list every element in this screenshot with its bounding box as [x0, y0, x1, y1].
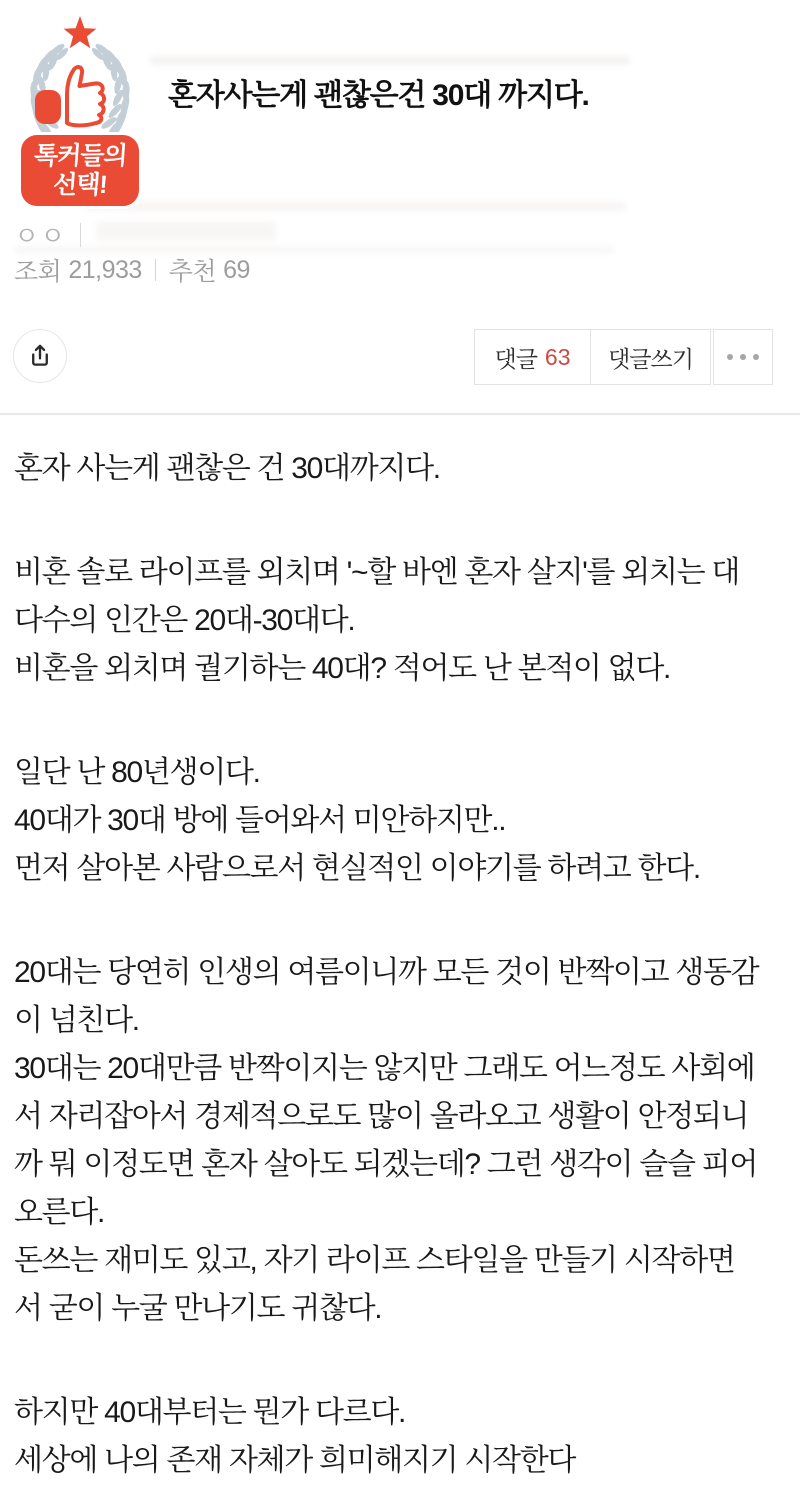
award-wreath-thumb-icon — [15, 10, 145, 140]
body-text-line — [14, 1333, 794, 1389]
redacted-date — [96, 221, 276, 241]
body-text-line — [14, 693, 794, 749]
write-comment-button[interactable] — [590, 329, 711, 385]
ellipsis-icon — [727, 354, 759, 360]
content-divider — [0, 413, 800, 415]
views-label: 조회 — [14, 258, 62, 286]
body-text-line — [14, 893, 794, 949]
body-text-line: 일단 난 80년생이다. — [14, 756, 260, 789]
views-count: 21,933 — [68, 255, 142, 284]
body-text-line: 세상에 나의 존재 자체가 희미해지기 시작한다 — [14, 1444, 576, 1477]
body-text-line: 비혼 솔로 라이프를 외치며 '~할 바엔 혼자 살지'를 외치는 대 — [14, 556, 740, 589]
redacted-category — [150, 56, 630, 65]
body-text-line: 20대는 당연히 인생의 여름이니까 모든 것이 반짝이고 생동감 — [14, 956, 759, 989]
share-icon — [26, 342, 54, 370]
tokkers-choice-badge — [15, 10, 145, 208]
body-text-line: 이 넘친다. — [14, 1004, 139, 1037]
stats-separator — [155, 259, 156, 281]
likes-label: 추천 — [168, 258, 217, 286]
star-icon — [64, 16, 97, 48]
write-comment-label: 댓글쓰기 — [608, 345, 693, 372]
comments-button[interactable] — [474, 329, 591, 385]
body-text-line: 다수의 인간은 20대-30대다. — [14, 604, 355, 637]
comment-button-group — [474, 329, 773, 385]
comments-label: 댓글 — [494, 345, 537, 372]
author-separator — [80, 223, 81, 247]
comments-count: 63 — [544, 343, 571, 370]
ribbon-text-line2: 선택! — [52, 170, 108, 199]
stats-row — [14, 252, 250, 288]
likes-count: 69 — [223, 255, 250, 284]
body-text-line: 오른다. — [14, 1196, 105, 1229]
author-name[interactable]: ㅇㅇ — [14, 221, 67, 251]
tokkers-choice-ribbon — [21, 135, 139, 206]
body-text-line: 비혼을 외치며 궐기하는 40대? 적어도 난 본적이 없다. — [14, 652, 671, 685]
body-text-line — [14, 493, 794, 549]
body-text-line: 먼저 살아본 사람으로서 현실적인 이야기를 하려고 한다. — [14, 852, 700, 885]
body-text-line: 서 자리잡아서 경제적으로도 많이 올라오고 생활이 안정되니 — [14, 1100, 749, 1133]
body-text-line: 40대가 30대 방에 들어와서 미안하지만.. — [14, 804, 506, 837]
body-text-line: 하지만 40대부터는 뭔가 다르다. — [14, 1396, 406, 1429]
body-text-line: 30대는 20대만큼 반짝이지는 않지만 그래도 어느정도 사회에 — [14, 1052, 755, 1085]
page-title: 혼자사는게 괜찮은건 30대 까지다. — [168, 79, 589, 112]
redacted-meta — [86, 202, 626, 211]
body-text-line: 돈쓰는 재미도 있고, 자기 라이프 스타일을 만들기 시작하면 — [14, 1244, 735, 1277]
more-options-button[interactable] — [713, 329, 773, 385]
body-text-line: 서 굳이 누굴 만나기도 귀찮다. — [14, 1292, 382, 1325]
body-text-line: 혼자 사는게 괜찮은 건 30대까지다. — [14, 452, 440, 485]
ribbon-text-line1: 톡커들의 — [32, 141, 128, 170]
body-text-line: 까 뭐 이정도면 혼자 살아도 되겠는데? 그런 생각이 슬슬 피어 — [14, 1148, 758, 1181]
post-body — [14, 445, 794, 1485]
author-row — [14, 216, 95, 253]
share-button[interactable] — [13, 329, 67, 383]
